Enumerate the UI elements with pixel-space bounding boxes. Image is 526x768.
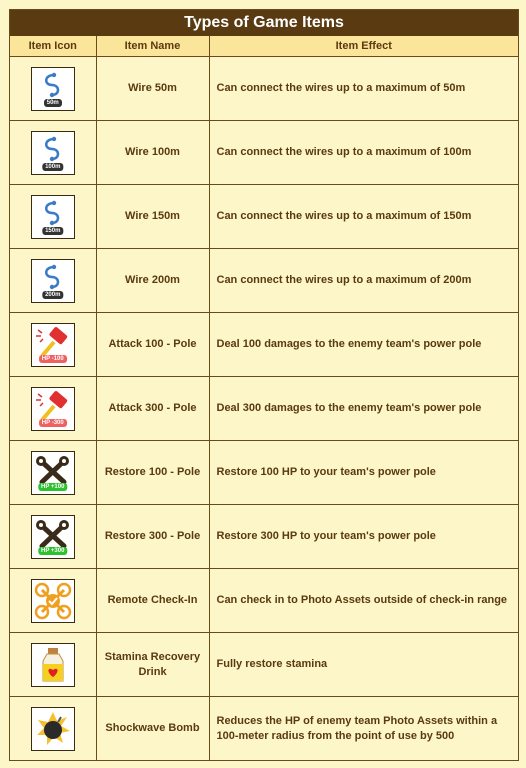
table-row [10, 697, 518, 761]
item-icon-cell [10, 633, 96, 697]
item-name: Restore 100 - Pole [96, 441, 209, 505]
item-effect: Can connect the wires up to a maximum of 100m [209, 121, 518, 185]
item-effect: Deal 100 damages to the enemy team's power pole [209, 313, 518, 377]
hammer-icon [31, 387, 75, 431]
item-icon-cell [10, 377, 96, 441]
table-row [10, 377, 518, 441]
table-row [10, 441, 518, 505]
item-name: Wire 150m [96, 185, 209, 249]
table-row [10, 57, 518, 121]
item-effect: Can check in to Photo Assets outside of check-in range [209, 569, 518, 633]
item-effect: Can connect the wires up to a maximum of 150m [209, 185, 518, 249]
item-name: Wire 100m [96, 121, 209, 185]
item-name: Stamina Recovery Drink [96, 633, 209, 697]
table-row [10, 121, 518, 185]
table-row [10, 505, 518, 569]
hammer-icon [31, 323, 75, 367]
table-row [10, 249, 518, 313]
header-item-icon: Item Icon [10, 36, 96, 57]
wire-icon [31, 195, 75, 239]
item-badge: HP +100 [38, 483, 67, 491]
item-badge: 200m [42, 291, 63, 299]
item-name: Attack 300 - Pole [96, 377, 209, 441]
item-badge: 50m [44, 99, 62, 107]
item-name: Restore 300 - Pole [96, 505, 209, 569]
item-name: Wire 50m [96, 57, 209, 121]
table-row [10, 633, 518, 697]
item-effect: Reduces the HP of enemy team Photo Assets within a 100-meter radius from the point of use by 500 [216, 714, 498, 742]
item-badge: HP -100 [39, 355, 67, 363]
bomb-icon [31, 707, 75, 751]
item-badge: HP +300 [38, 547, 67, 555]
item-effect: Fully restore stamina [209, 633, 518, 697]
item-icon-cell [10, 313, 96, 377]
wrench-icon [31, 515, 75, 559]
item-icon-cell [10, 121, 96, 185]
items-table [10, 36, 518, 760]
drone-icon [31, 579, 75, 623]
header-row [10, 36, 518, 57]
item-badge: 100m [42, 163, 63, 171]
item-badge: 150m [42, 227, 63, 235]
header-item-effect: Item Effect [209, 36, 518, 57]
items-table-container [9, 9, 519, 761]
table-title: Types of Game Items [10, 10, 518, 36]
item-icon-cell [10, 249, 96, 313]
item-effect: Restore 300 HP to your team's power pole [209, 505, 518, 569]
wire-icon [31, 131, 75, 175]
table-row [10, 569, 518, 633]
item-icon-cell [10, 441, 96, 505]
wrench-icon [31, 451, 75, 495]
item-effect: Deal 300 damages to the enemy team's power pole [209, 377, 518, 441]
item-effect: Can connect the wires up to a maximum of 50m [209, 57, 518, 121]
item-name: Wire 200m [96, 249, 209, 313]
item-effect: Can connect the wires up to a maximum of 200m [209, 249, 518, 313]
table-row [10, 313, 518, 377]
item-icon-cell [10, 569, 96, 633]
table-row [10, 185, 518, 249]
item-name: Attack 100 - Pole [96, 313, 209, 377]
header-item-name: Item Name [96, 36, 209, 57]
wire-icon [31, 259, 75, 303]
potion-icon [31, 643, 75, 687]
item-icon-cell [10, 505, 96, 569]
wire-icon [31, 67, 75, 111]
item-name: Shockwave Bomb [96, 697, 209, 761]
item-name: Remote Check-In [96, 569, 209, 633]
item-badge: HP -300 [39, 419, 67, 427]
item-effect: Restore 100 HP to your team's power pole [209, 441, 518, 505]
item-icon-cell [10, 57, 96, 121]
item-icon-cell [10, 185, 96, 249]
item-icon-cell [10, 697, 96, 761]
